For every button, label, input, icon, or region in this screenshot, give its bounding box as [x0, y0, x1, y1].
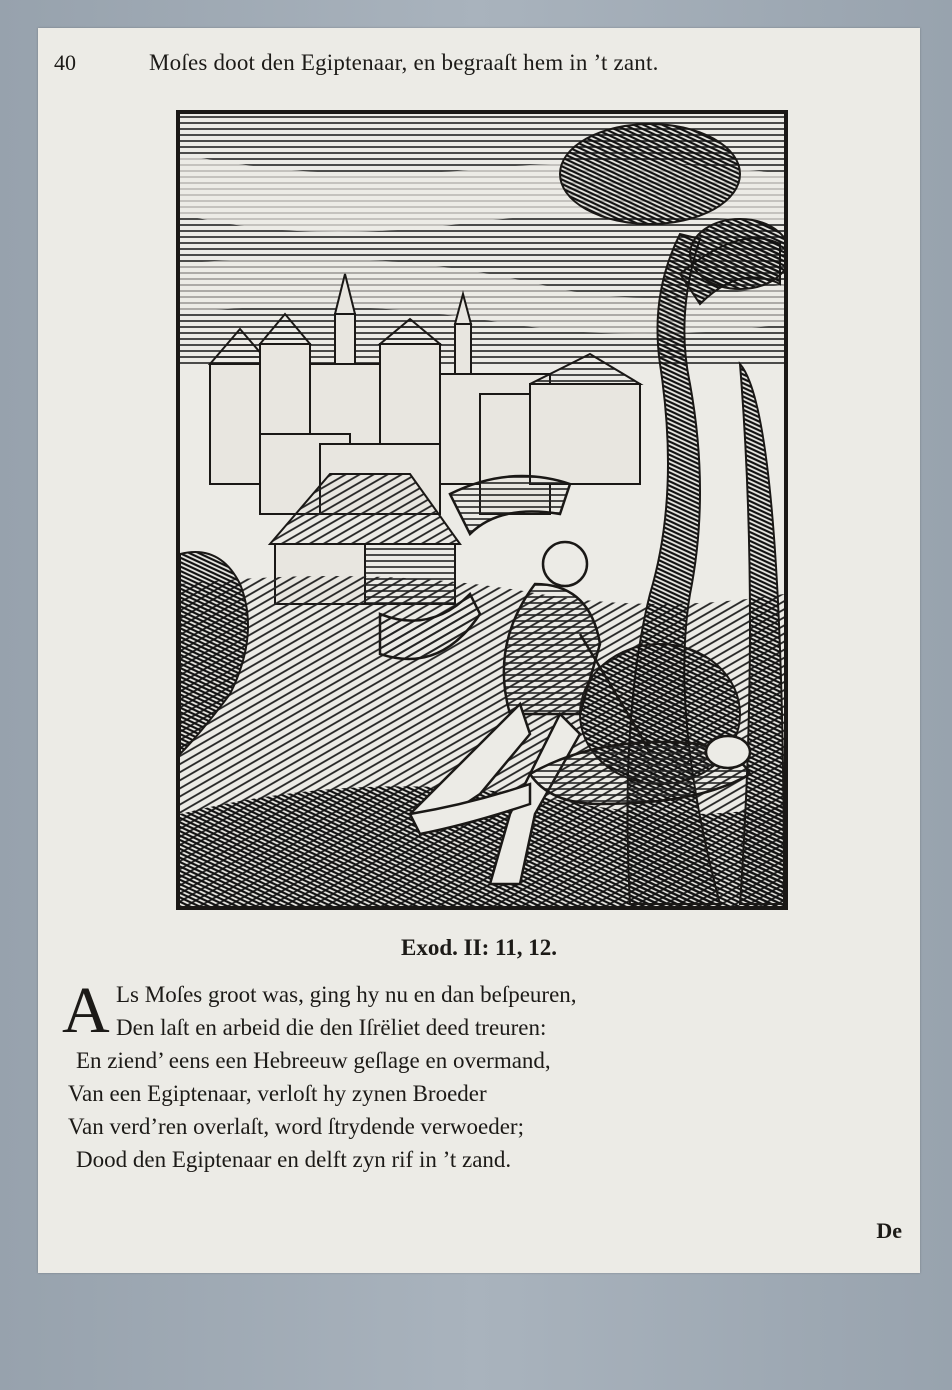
book-page: [38, 28, 920, 1273]
verse-block: [62, 974, 782, 1176]
verse-line-1: Ls Moſes groot was, ging hy nu en dan beſpeuren,: [116, 982, 577, 1007]
scripture-citation: Exod. II: 11, 12.: [401, 935, 557, 960]
woodcut-illustration: [176, 110, 788, 910]
verse-line-3: En ziend’ eens een Hebreeuw geſlage en overmand,: [76, 1048, 551, 1073]
running-title: Moſes doot den Egiptenaar, en begraaſt hem in ’t zant.: [149, 50, 659, 75]
page-header: [54, 50, 904, 86]
catchword: De: [876, 1218, 902, 1243]
verse-line-6: Dood den Egiptenaar en delft zyn rif in ’t zand.: [76, 1147, 512, 1172]
verse-line-2: Den laſt en arbeid die den Iſrëliet deed treuren:: [116, 1015, 547, 1040]
verse-line-5: Van verd’ren overlaſt, word ſtrydende verwoeder;: [68, 1114, 524, 1139]
page-number: 40: [54, 50, 76, 75]
drop-cap: A: [62, 974, 110, 1047]
verse-line-4: Van een Egiptenaar, verloſt hy zynen Broeder: [68, 1081, 487, 1106]
